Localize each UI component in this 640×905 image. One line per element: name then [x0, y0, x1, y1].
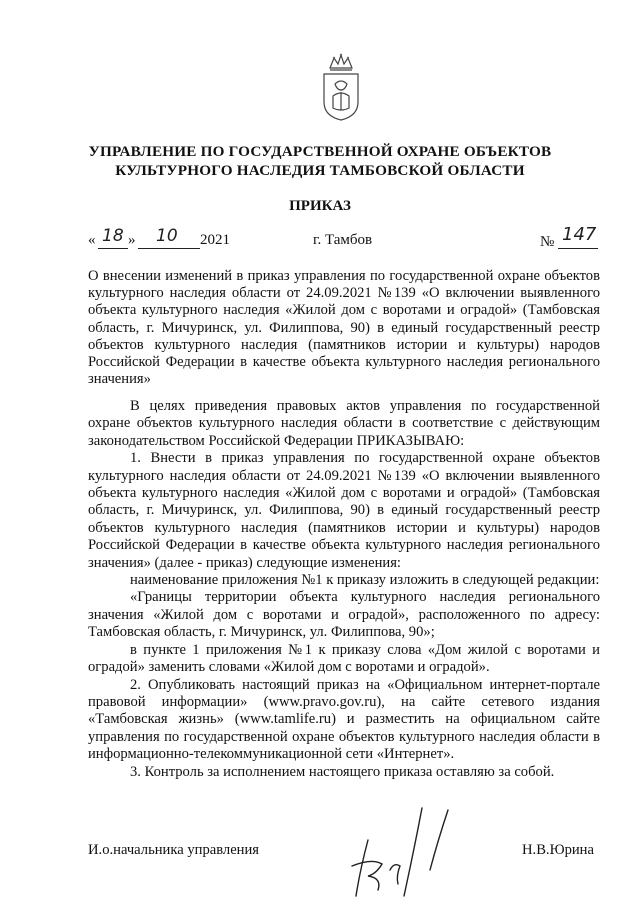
body-paragraph: «Границы территории объекта культурного наследия регионального значения «Жилой дом с воротами и оградой», расположенного по адресу: Тамбовская область, г. Мичуринск, ул. Филиппова, 90»;: [88, 589, 600, 641]
month-underline: [138, 248, 200, 249]
body-paragraph: 2. Опубликовать настоящий приказ на «Официальном интернет-портале правовой информации» (www.pravo.gov.ru), на сайте сетевого издания «Тамбовская жизнь» (www.tamlife.ru) и разместить на официальном сайте управления по государственной охране объектов культурного наследия области в информационно-телекоммуникационной сети «Интернет».: [88, 676, 600, 763]
number-underline: [558, 248, 598, 249]
body-paragraph: 3. Контроль за исполнением настоящего приказа оставляю за собой.: [130, 763, 555, 780]
open-quote: «: [88, 232, 96, 248]
body-paragraph: наименование приложения №1 к приказу изложить в следующей редакции:: [130, 572, 600, 589]
handwritten-signature: [338, 800, 468, 900]
document-body: [88, 398, 600, 781]
day-underline: [98, 248, 128, 249]
date-line: [88, 224, 598, 258]
date-month: 10: [156, 226, 178, 246]
body-paragraph: В целях приведения правовых актов управления по государственной охране объектов культурного наследия области в соответствие с действующим законодательством Российской Федерации ПРИКАЗЫВАЮ:: [88, 398, 600, 449]
signatory-name: Н.В.Юрина: [522, 842, 594, 858]
city: г. Тамбов: [313, 232, 373, 248]
document-subject: О внесении изменений в приказ управления по государственной охране объектов культурного наследия области от 24.09.2021 №139 «О включении выявленного объекта культурного наследия «Жилой дом с воротами и оградой» (Тамбовская область, г. Мичуринск, ул. Филиппова, 90) в единый государственный реестр объектов культурного наследия (памятников истории и культуры) народов Российской Федерации в качестве объекта культурного наследия регионального значения»: [88, 268, 600, 388]
document-number: 147: [562, 224, 597, 245]
organization-name-line-2: КУЛЬТУРНОГО НАСЛЕДИЯ ТАМБОВСКОЙ ОБЛАСТИ: [115, 162, 525, 179]
body-paragraph: 1. Внести в приказ управления по государственной охране объектов культурного наследия области от 24.09.2021 №139 «О включении выявленного объекта культурного наследия «Жилой дом с воротами и оградой» (Тамбовская область, г. Мичуринск, ул. Филиппова, 90) в единый государственный реестр объектов культурного наследия (памятников истории и культуры) народов Российской Федерации в качестве объекта культурного наследия регионального значения» (далее - приказ) следующие изменения:: [88, 450, 600, 571]
document-type: ПРИКАЗ: [289, 198, 351, 214]
close-quote: »: [128, 232, 136, 248]
signatory-role: И.о.начальника управления: [88, 842, 260, 858]
date-day: 18: [102, 226, 124, 246]
body-paragraph: в пункте 1 приложения №1 к приказу слова «Дом жилой с воротами и оградой» заменить словами «Жилой дом с воротами и оградой».: [88, 641, 600, 676]
number-label: №: [540, 234, 555, 250]
date-year: 2021: [200, 232, 230, 248]
organization-name-line-1: УПРАВЛЕНИЕ ПО ГОСУДАРСТВЕННОЙ ОХРАНЕ ОБЪЕКТОВ: [88, 143, 552, 160]
coat-of-arms-emblem: [318, 52, 364, 122]
